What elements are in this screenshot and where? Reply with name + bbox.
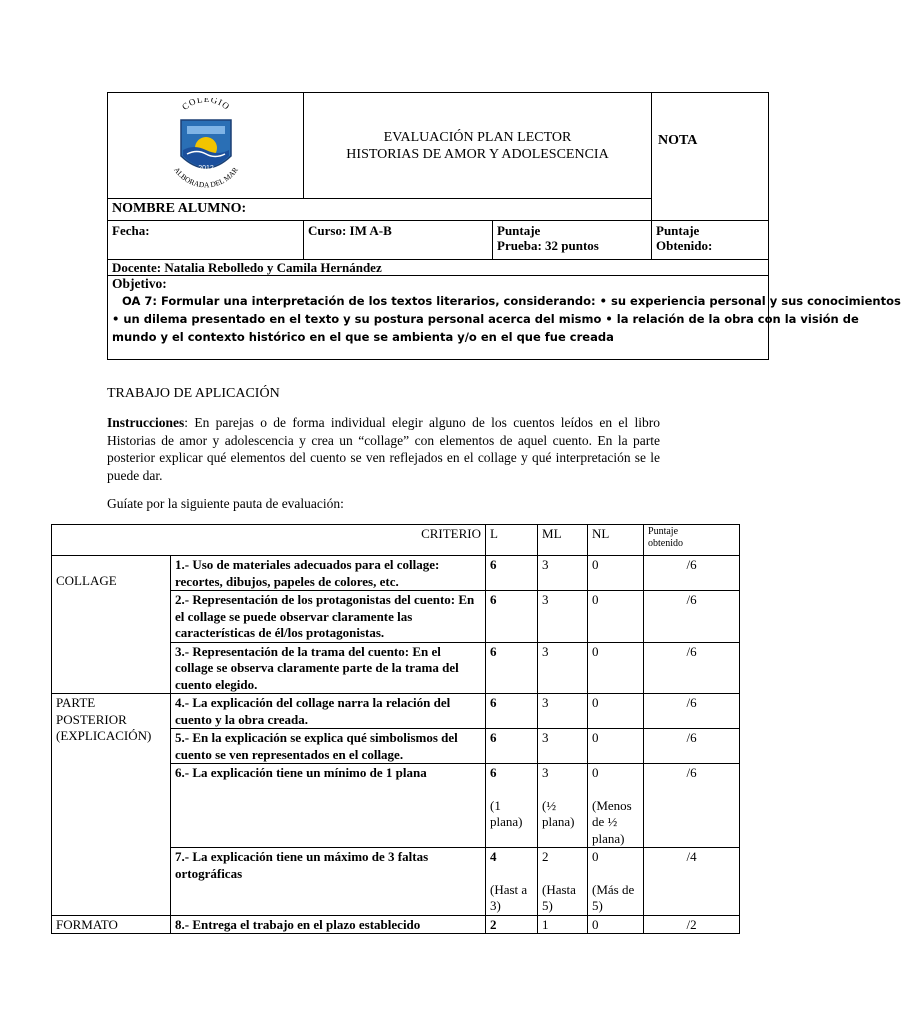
score-l-7: 4	[490, 849, 497, 864]
group-formato: FORMATO	[52, 915, 171, 934]
score-l-5: 6	[486, 729, 538, 764]
table-row	[52, 556, 740, 591]
school-logo	[161, 98, 251, 190]
criterion-7: 7.- La explicación tiene un máximo de 3 faltas ortográficas	[171, 848, 486, 916]
rubric-header-row	[52, 525, 740, 556]
table-row	[52, 694, 740, 729]
table-row	[52, 915, 740, 934]
rubric-header-l: L	[486, 525, 538, 556]
score-nl-2: 0	[588, 591, 644, 643]
guide-text: Guíate por la siguiente pauta de evaluación:	[107, 496, 344, 511]
score-ml-6: 3	[542, 765, 549, 780]
score-nl-8: 0	[588, 915, 644, 934]
criterion-5: 5.- En la explicación se explica qué simbolismos del cuento se ven representados en el collage.	[171, 729, 486, 764]
objective-line-3: mundo y el contexto histórico en el que se ambienta y/o en el que fue creada	[112, 330, 614, 344]
points-4: /6	[644, 694, 740, 729]
group-parte-label-3: (EXPLICACIÓN)	[56, 728, 152, 743]
test-score-label: Puntaje	[497, 223, 541, 238]
score-l-3: 6	[486, 642, 538, 694]
instructions-text: : En parejas o de forma individual elegir alguno de los cuentos leídos en el libro Historias de amor y adolescencia y crea un “collage” con elementos de aquel cuento. En la parte posterior explicar qué elementos del cuento se ven reflejados en el collage y qué interpretación se le puede dar.	[107, 415, 660, 483]
score-ml-8: 1	[538, 915, 588, 934]
rubric-header-nl: NL	[588, 525, 644, 556]
score-ml-6-note: (½ plana)	[542, 797, 575, 829]
student-name-label: NOMBRE ALUMNO:	[108, 199, 652, 221]
score-l-8: 2	[486, 915, 538, 934]
score-ml-7: 2	[542, 849, 549, 864]
score-ml-5: 3	[538, 729, 588, 764]
score-ml-7-note: (Hasta 5)	[542, 881, 576, 913]
group-parte-label-1: PARTE	[56, 695, 96, 710]
objective-label: Objetivo:	[112, 276, 167, 291]
rubric-header-ml: ML	[538, 525, 588, 556]
group-parte-posterior	[52, 694, 171, 916]
course-label: Curso: IM A-B	[304, 221, 493, 259]
instructions-label: Instrucciones	[107, 415, 185, 430]
points-1: /6	[644, 556, 740, 591]
page-subtitle: HISTORIAS DE AMOR Y ADOLESCENCIA	[346, 146, 609, 162]
group-collage-label: COLLAGE	[56, 573, 117, 588]
score-nl-6-cell	[588, 764, 644, 848]
criterion-3: 3.- Representación de la trama del cuento: En el collage se observa claramente parte de la trama del cuento elegido.	[171, 642, 486, 694]
score-nl-5: 0	[588, 729, 644, 764]
points-3: /6	[644, 642, 740, 694]
objective-cell	[108, 276, 901, 360]
score-nl-7-cell	[588, 848, 644, 916]
rubric-header-puntaje-1: Puntaje	[648, 526, 679, 537]
page-title: EVALUACIÓN PLAN LECTOR	[383, 129, 572, 145]
obtained-score-cell	[652, 221, 769, 260]
group-collage	[52, 556, 171, 694]
criterion-4: 4.- La explicación del collage narra la relación del cuento y la obra creada.	[171, 694, 486, 729]
teacher-label: Docente: Natalia Rebolledo y Camila Hernández	[108, 260, 769, 276]
score-ml-7-cell	[538, 848, 588, 916]
objective-line-1: OA 7: Formular una interpretación de los textos literarios, considerando: • su experiencia personal y sus conocimientos	[122, 294, 901, 308]
nota-cell: NOTA	[652, 93, 769, 221]
score-l-2: 6	[486, 591, 538, 643]
score-ml-2: 3	[538, 591, 588, 643]
score-ml-6-cell	[538, 764, 588, 848]
test-score-cell	[493, 221, 603, 259]
score-nl-7: 0	[592, 849, 599, 864]
score-l-6-cell	[486, 764, 538, 848]
obtained-score-label: Puntaje	[656, 223, 700, 238]
score-l-1: 6	[486, 556, 538, 591]
header-table	[107, 92, 901, 360]
group-parte-label-2: POSTERIOR	[56, 711, 127, 727]
obtained-score-label-2: Obtenido:	[656, 238, 713, 253]
points-2: /6	[644, 591, 740, 643]
criterion-2: 2.- Representación de los protagonistas del cuento: En el collage se puede observar claramente las características de él/los protagonistas.	[171, 591, 486, 643]
criterion-6: 6.- La explicación tiene un mínimo de 1 plana	[171, 764, 486, 848]
test-score-value: Prueba: 32 puntos	[497, 238, 599, 253]
criterion-8: 8.- Entrega el trabajo en el plazo establecido	[171, 915, 486, 934]
logo-cell	[108, 93, 304, 199]
logo-arc-bottom: ALBORADA DEL MAR	[171, 164, 240, 189]
criterion-1: 1.- Uso de materiales adecuados para el collage: recortes, dibujos, papeles de colores, etc.	[171, 556, 486, 591]
score-nl-7-note: (Más de 5)	[592, 881, 635, 913]
objective-line-2: • un dilema presentado en el texto y su postura personal acerca del mismo • la relación de la obra con la visión de	[112, 312, 859, 326]
logo-year: 2012	[197, 164, 214, 172]
points-5: /6	[644, 729, 740, 764]
score-l-7-cell	[486, 848, 538, 916]
score-ml-1: 3	[538, 556, 588, 591]
instructions-paragraph	[107, 414, 660, 484]
score-nl-4: 0	[588, 694, 644, 729]
points-6: /6	[644, 764, 740, 848]
score-nl-6-note: (Menos de ½ plana)	[592, 797, 632, 846]
score-l-4: 6	[486, 694, 538, 729]
logo-arc-top: COLEGIO	[179, 97, 232, 112]
score-nl-3: 0	[588, 642, 644, 694]
rubric-header-puntaje	[644, 525, 740, 556]
svg-text:COLEGIO	[179, 98, 231, 112]
points-8: /2	[644, 915, 740, 934]
score-nl-6: 0	[592, 765, 599, 780]
score-ml-3: 3	[538, 642, 588, 694]
score-l-6-note: (1 plana)	[490, 797, 523, 829]
score-l-7-note: (Hast a 3)	[490, 881, 528, 913]
score-l-6: 6	[490, 765, 497, 780]
section-title: TRABAJO DE APLICACIÓN	[107, 386, 280, 401]
rubric-header-puntaje-2: obtenido	[648, 538, 684, 549]
rubric-header-criterio: CRITERIO	[52, 525, 486, 556]
title-cell	[304, 93, 652, 199]
score-ml-4: 3	[538, 694, 588, 729]
date-label: Fecha:	[108, 221, 304, 260]
rubric-table	[51, 524, 740, 934]
score-nl-1: 0	[588, 556, 644, 591]
points-7: /4	[644, 848, 740, 916]
